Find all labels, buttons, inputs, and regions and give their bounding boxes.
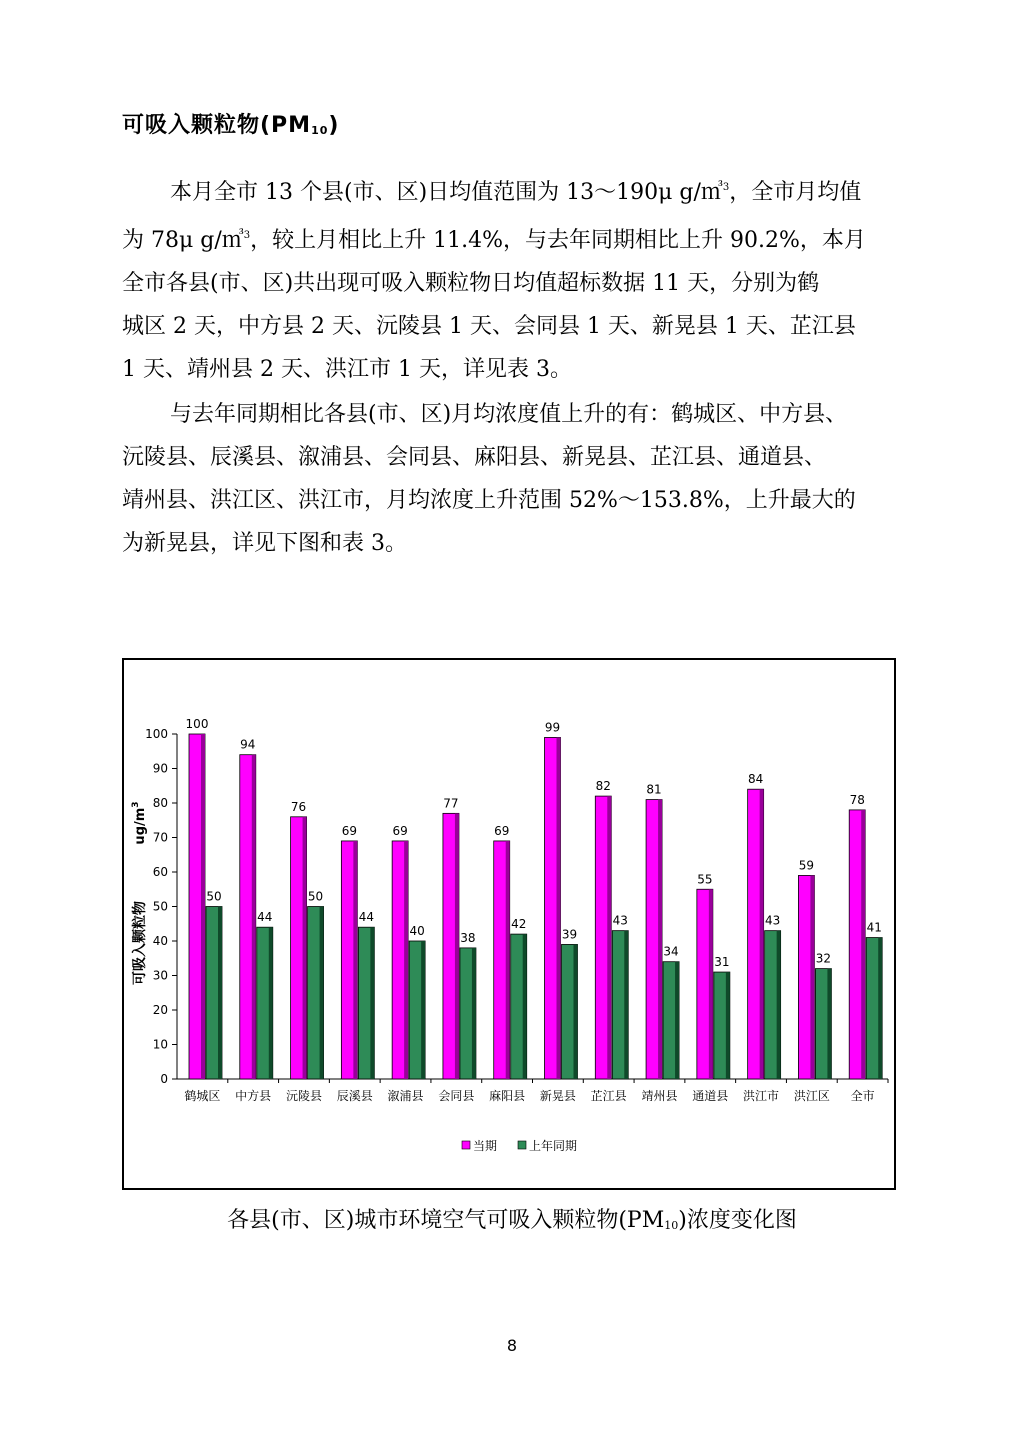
data-label: 69 xyxy=(392,823,408,838)
bar-shade xyxy=(709,889,713,1079)
data-label: 42 xyxy=(511,917,527,932)
data-label: 31 xyxy=(714,955,730,970)
p1-line-1: 本月全市 13 个县(市、区)日均值范围为 13～190μ g/㎥$^3$，全市月均值 xyxy=(170,180,862,205)
bar-shade xyxy=(404,841,408,1079)
p1-line-5: 1 天、靖州县 2 天、洪江市 1 天，详见表 3。 xyxy=(122,357,572,382)
y-tick-label: 80 xyxy=(152,796,168,810)
y-axis-title xyxy=(131,901,148,985)
y-tick-label: 70 xyxy=(152,830,168,845)
x-tick-label: 芷江县 xyxy=(590,1089,627,1103)
bar-shade xyxy=(624,931,628,1079)
legend-label: 当期 xyxy=(473,1139,498,1153)
y-tick-label: 30 xyxy=(152,968,168,983)
bar-shade xyxy=(320,907,324,1080)
y-tick-label: 50 xyxy=(152,899,168,914)
data-label: 39 xyxy=(561,927,578,942)
bar-shade xyxy=(252,755,256,1079)
bar-shade xyxy=(777,931,781,1079)
y-tick-label: 10 xyxy=(152,1037,168,1052)
data-label: 76 xyxy=(290,799,307,814)
x-tick-label: 鹤城区 xyxy=(184,1089,221,1103)
data-label: 94 xyxy=(240,737,256,752)
bar-shade xyxy=(726,972,730,1079)
data-label: 43 xyxy=(612,913,628,928)
x-tick-label: 洪江市 xyxy=(743,1089,780,1103)
paragraph-monthly-summary xyxy=(122,166,922,391)
page-number: 8 xyxy=(506,1336,518,1355)
bar-shade xyxy=(878,938,882,1079)
x-tick-label: 新晃县 xyxy=(539,1089,576,1103)
bar-shade xyxy=(810,875,814,1079)
bar-shade xyxy=(421,941,425,1079)
paragraph-yoy-comparison xyxy=(122,393,922,565)
y-tick-label: 90 xyxy=(152,761,168,776)
bar-shade xyxy=(675,962,679,1079)
x-tick-label: 辰溪县 xyxy=(336,1089,373,1103)
p1-line-4: 城区 2 天，中方县 2 天、沅陵县 1 天、会同县 1 天、新晃县 1 天、芷江县 xyxy=(122,314,856,339)
x-tick-label: 溆浦县 xyxy=(387,1089,424,1103)
x-tick-label: 洪江区 xyxy=(793,1089,830,1103)
bar-shade xyxy=(658,800,662,1079)
bar-shade xyxy=(353,841,357,1079)
data-label: 41 xyxy=(866,920,882,935)
pm10-bar-chart xyxy=(122,658,898,1192)
x-tick-label: 中方县 xyxy=(235,1089,272,1103)
bar-shade xyxy=(218,907,222,1080)
y-tick-label: 20 xyxy=(152,1003,168,1017)
data-label: 44 xyxy=(257,910,273,925)
data-label: 100 xyxy=(185,717,209,731)
bar-shade xyxy=(523,934,527,1079)
chart-caption: 各县(市、区)城市环境空气可吸入颗粒物$(PM_{10})$浓度变化图 xyxy=(227,1208,797,1233)
y-tick-label: 40 xyxy=(152,934,168,948)
bar-shade xyxy=(760,789,764,1079)
y-axis-label: 可吸入颗粒物 xyxy=(132,901,148,985)
p2-line-1: 与去年同期相比各县(市、区)月均浓度值上升的有：鹤城区、中方县、 xyxy=(170,402,848,427)
data-label: 82 xyxy=(595,779,611,794)
x-tick-label: 会同县 xyxy=(438,1089,475,1103)
bar-shade xyxy=(370,927,374,1079)
x-tick-label: 麻阳县 xyxy=(489,1089,526,1103)
p2-line-2: 沅陵县、辰溪县、溆浦县、会同县、麻阳县、新晃县、芷江县、通道县、 xyxy=(122,445,827,470)
bar-shade xyxy=(607,796,611,1079)
x-tick-label: 全市 xyxy=(850,1089,875,1103)
x-tick-label: 靖州县 xyxy=(641,1089,678,1103)
y-tick-label: 0 xyxy=(160,1072,168,1086)
data-label: 69 xyxy=(494,823,510,838)
data-label: 99 xyxy=(544,720,561,735)
data-label: 84 xyxy=(748,772,764,787)
bar-shade xyxy=(827,969,831,1079)
data-label: 55 xyxy=(697,872,713,887)
data-label: 43 xyxy=(765,913,781,928)
data-label: 59 xyxy=(798,858,815,873)
data-label: 34 xyxy=(663,944,679,959)
data-label: 78 xyxy=(849,792,865,807)
data-label: 69 xyxy=(341,823,357,838)
p2-line-4: 为新晃县，详见下图和表 3。 xyxy=(122,531,407,556)
data-label: 81 xyxy=(646,782,662,797)
p1-line-3: 全市各县(市、区)共出现可吸入颗粒物日均值超标数据 11 天，分别为鹤 xyxy=(122,271,820,296)
p1-line-2: 为 78μ g/㎥$^3$，较上月相比上升 11.4%，与去年同期相比上升 90.2%，本月 xyxy=(122,228,866,253)
data-label: 32 xyxy=(815,951,832,966)
legend-swatch xyxy=(462,1141,470,1149)
bar-shade xyxy=(472,948,476,1079)
p2-line-3: 靖州县、洪江区、洪江市，月均浓度上升范围 52%～153.8%，上升最大的 xyxy=(122,488,856,513)
y-tick-label: 100 xyxy=(145,727,168,741)
y-tick-label: 60 xyxy=(152,865,168,879)
bar-shade xyxy=(455,813,459,1079)
legend-swatch xyxy=(518,1141,526,1149)
data-label: 50 xyxy=(307,889,324,904)
bar-shade xyxy=(269,927,273,1079)
section-heading: 可吸入颗粒物$(PM_{10})$ xyxy=(122,113,340,138)
bar-shade xyxy=(557,737,561,1079)
bar-shade xyxy=(574,944,578,1079)
data-label: 38 xyxy=(460,930,476,945)
data-label: 44 xyxy=(358,910,374,925)
legend-label: 上年同期 xyxy=(529,1139,578,1153)
data-label: 77 xyxy=(443,796,459,811)
bar-shade xyxy=(303,817,307,1079)
y-axis-unit xyxy=(131,801,148,844)
data-label: 50 xyxy=(206,889,222,904)
data-label: 40 xyxy=(409,924,425,938)
y-axis-unit-label: $ug/m^3$ xyxy=(131,801,148,845)
bar-shade xyxy=(861,810,865,1079)
bar-shade xyxy=(201,734,205,1079)
x-tick-label: 沅陵县 xyxy=(285,1089,322,1103)
x-tick-label: 通道县 xyxy=(692,1089,729,1103)
bar-shade xyxy=(506,841,510,1079)
